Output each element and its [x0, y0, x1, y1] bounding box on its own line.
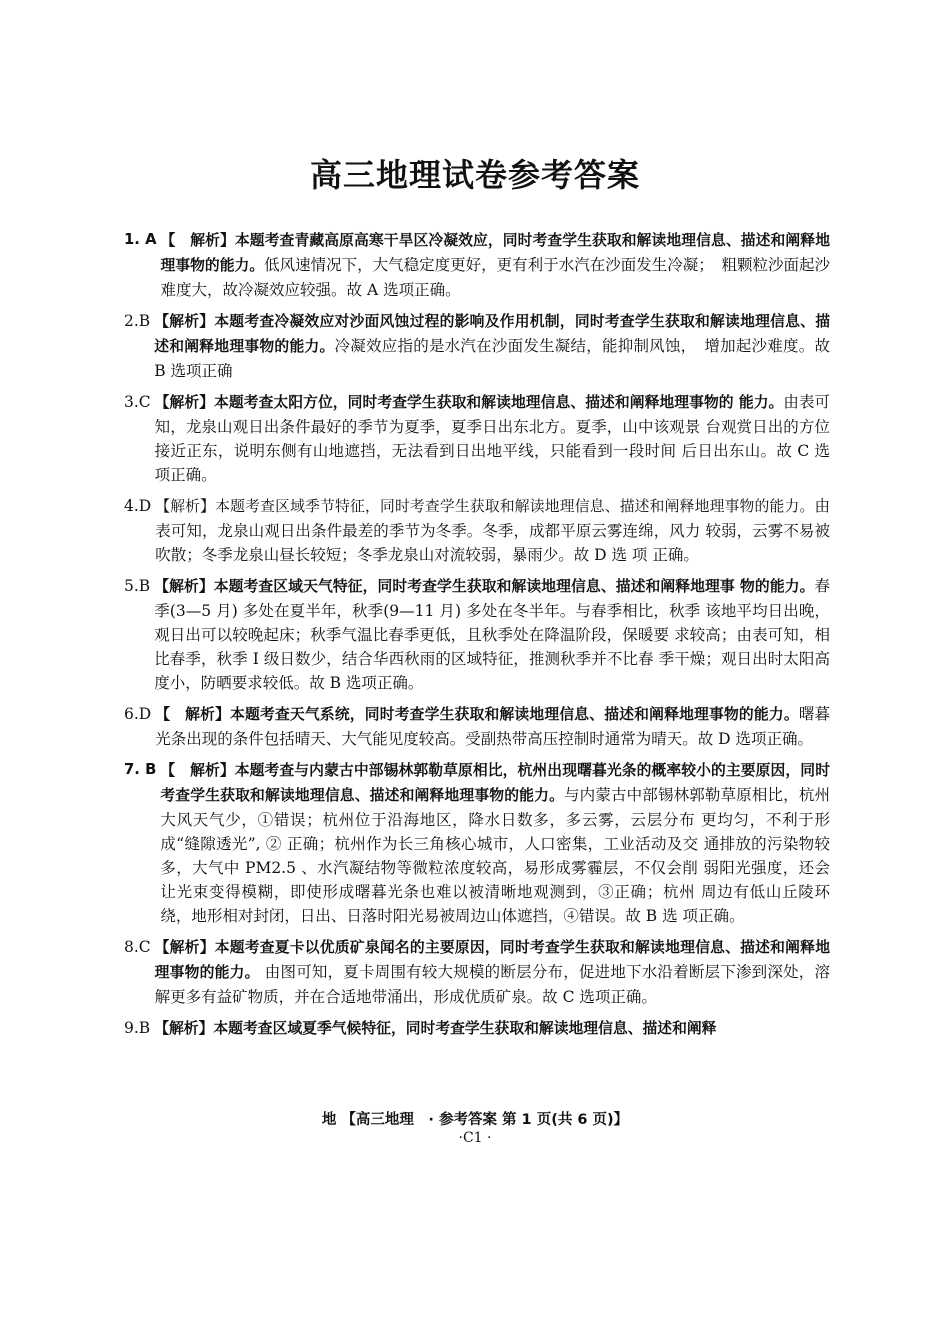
answer-item [124, 935, 830, 1009]
answer-lead: 【解析】本题考查区域季节特征，同时考查学生获取和解读地理信息、描述和阐释地理事物的能力。 [155, 498, 815, 515]
answer-number: 9.B [124, 1019, 151, 1037]
answer-lead: 【解析】本题考查夏卡以优质矿泉闻名的主要原因，同时考查学生获取和解读地理信息、描述和阐释地理事物的能力。 [154, 939, 830, 981]
answer-lead: 【 解析】本题考查青藏高原高寒干旱区冷凝效应，同时考查学生获取和解读地理信息、描述和阐释地理事物的能力。 [160, 232, 830, 274]
answer-number: 2.B [124, 312, 151, 330]
answer-item [124, 758, 830, 928]
answer-number: 1. A [124, 231, 157, 248]
page-title: 高三地理试卷参考答案 [309, 156, 640, 194]
answer-number: 5.B [124, 577, 151, 595]
answer-body [155, 390, 830, 487]
answer-item [124, 228, 830, 302]
answer-number: 3.C [124, 393, 151, 411]
answer-number: 6.D [124, 705, 152, 723]
answer-body [154, 309, 830, 383]
answer-item [124, 574, 830, 695]
answer-number: 4.D [124, 497, 152, 515]
answer-body [155, 494, 830, 567]
answer-body [155, 702, 830, 751]
answer-text: 由表可知，龙泉山观日出条件最好的季节为夏季，夏季日出东北方。夏季，山中该观景 台观赏日出的方位接近正东，说明东侧有山地遮挡，无法看到日出地平线，只能看到一段时间 后日出东山。故 C 选项正确。 [154, 393, 830, 484]
answer-body [160, 758, 830, 928]
answer-lead: 【解析】本题考查冷凝效应对沙面风蚀过程的影响及作用机制，同时考查学生获取和解读地理信息、描述和阐释地理事物的能力。 [154, 313, 830, 355]
page-code: ·C1 · [458, 1130, 492, 1146]
answer-item [124, 702, 830, 751]
answer-lead: 【 解析】本题考查天气系统，同时考查学生获取和解读地理信息、描述和阐释地理事物的能力。 [155, 706, 799, 723]
answer-item [124, 494, 830, 567]
answer-text: 低风速情况下，大气稳定度更好，更有利于水汽在沙面发生冷凝； 粗颗粒沙面起沙难度大，故冷凝效应较强。故 A 选项正确。 [160, 256, 830, 299]
answer-number: 7. B [124, 761, 157, 778]
answer-body [155, 935, 830, 1009]
answer-lead: 【解析】本题考查区域天气特征，同时考查学生获取和解读地理信息、描述和阐释地理事 物的能力。 [154, 578, 815, 595]
answer-lead: 【解析】本题考查太阳方位，同时考查学生获取和解读地理信息、描述和阐释地理事物的 能力。 [154, 394, 784, 411]
answer-body [154, 574, 830, 695]
answer-body [154, 1016, 830, 1041]
answer-item [124, 1016, 830, 1041]
answer-text: 冷凝效应指的是水汽在沙面发生凝结，能抑制风蚀， 增加起沙难度。故 B 选项正确 [154, 337, 830, 380]
answer-number: 8.C [124, 938, 151, 956]
answer-lead: 【 解析】本题考查与内蒙古中部锡林郭勒草原相比，杭州出现曙暮光条的概率较小的主要原因，同时考查学生获取和解读地理信息、描述和阐释地理事物的能力。 [160, 762, 830, 804]
answer-text: 与内蒙古中部锡林郭勒草原相比，杭州大风天气少，①错误；杭州位于沿海地区，降水日数多，多云雾，云层分布 更均匀，不利于形成“缝隙透光”, ② 正确；杭州作为长三角核心城市，人口密集，工业活动及交 通排放的污染物较多，大气中 PM2.5 、水汽凝结物等微粒浓度较高，易形成雾霾层，不仅会削 弱阳光强度，还会让光束变得模糊，即使形成曙暮光条也难以被清晰地观测到，③正确；杭州 周边有低山丘陵环绕，地形相对封闭，日出、日落时阳光易被周边山体遮挡，④错误。故 B 选 项正确。 [160, 786, 830, 925]
answer-text: 由表可知，龙泉山观日出条件最差的季节为冬季。冬季，成都平原云雾连绵，风力 较弱，云雾不易被吹散；冬季龙泉山昼长较短；冬季龙泉山对流较弱，暴雨少。故 D 选 项 正确。 [155, 497, 830, 564]
answer-text: 春季(3—5 月) 多处在夏半年，秋季(9—11 月) 多处在冬半年。与春季相比，秋季 该地平均日出晚，观日出可以较晚起床；秋季气温比春季更低，且秋季处在降温阶段，保暖要 求较高；由表可知，相比春季，秋季 I 级日数少，结合华西秋雨的区域特征，推测秋季并不比春 季干燥；观日出时太阳高度小，防晒要求较低。故 B 选项正确。 [154, 577, 830, 692]
answer-body [161, 228, 830, 302]
answer-text: 由图可知，夏卡周围有较大规模的断层分布，促进地下水沿着断层下渗到深处，溶解更多有益矿物质，并在合适地带涌出，形成优质矿泉。故 C 选项正确。 [154, 963, 830, 1006]
answer-lead: 【解析】本题考查区域夏季气候特征，同时考查学生获取和解读地理信息、描述和阐释 [154, 1020, 717, 1037]
answer-text: 曙暮光条出现的条件包括晴天、大气能见度较高。受副热带高压控制时通常为晴天。故 D 选项正确。 [155, 705, 830, 748]
answer-item [124, 309, 830, 383]
answer-item [124, 390, 830, 487]
page-footer: 地 【高三地理 · 参考答案 第 1 页(共 6 页)】 [321, 1112, 629, 1128]
answer-list [124, 228, 830, 1048]
